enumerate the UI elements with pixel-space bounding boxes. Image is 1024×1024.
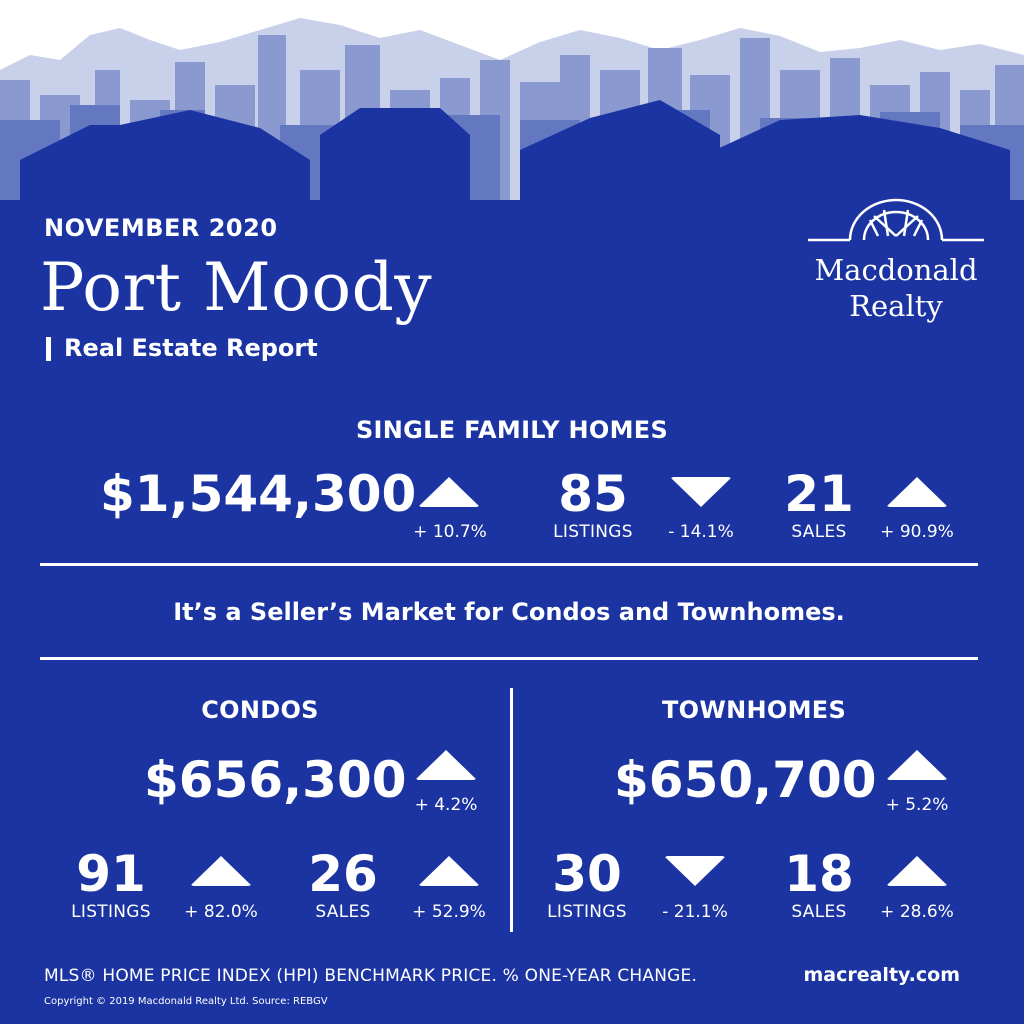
condos-title: CONDOS <box>201 696 319 724</box>
single-family-sales-up-arrow-icon <box>886 477 948 507</box>
condos-listings-count: 91 <box>76 845 146 903</box>
townhomes-price: $650,700 <box>614 751 877 809</box>
condos-sales-label: SALES <box>315 902 371 922</box>
condos-price: $656,300 <box>144 751 407 809</box>
report-bar-divider <box>46 337 51 361</box>
single-family-price-change: + 10.7% <box>413 522 487 542</box>
single-family-listings-count: 85 <box>558 465 628 523</box>
condos-sales-count: 26 <box>308 845 378 903</box>
condos-sales-change: + 52.9% <box>412 902 486 922</box>
townhomes-price-change: + 5.2% <box>885 795 949 815</box>
footer-note: MLS® HOME PRICE INDEX (HPI) BENCHMARK PRICE. % ONE-YEAR CHANGE. <box>44 966 698 986</box>
single-family-listings-label: LISTINGS <box>553 522 633 542</box>
single-family-price-up-arrow-icon <box>418 477 480 507</box>
website-link[interactable]: macrealty.com <box>803 964 960 986</box>
single-family-listings-down-arrow-icon <box>670 477 732 507</box>
city-skyline-illustration <box>0 0 1024 200</box>
logo-line-1: Macdonald <box>814 253 978 287</box>
single-family-title: SINGLE FAMILY HOMES <box>355 416 669 444</box>
single-family-sales-label: SALES <box>791 522 847 542</box>
report-subtitle: Real Estate Report <box>64 334 318 362</box>
townhomes-sales-change: + 28.6% <box>880 902 954 922</box>
market-message: It’s a Seller’s Market for Condos and Townhomes. <box>173 598 845 626</box>
townhomes-sales-label: SALES <box>791 902 847 922</box>
single-family-sales-change: + 90.9% <box>880 522 954 542</box>
single-family-price: $1,544,300 <box>100 465 417 523</box>
townhomes-sales-up-arrow-icon <box>886 856 948 886</box>
divider-bottom <box>40 657 978 660</box>
condos-sales-up-arrow-icon <box>418 856 480 886</box>
townhomes-sales-count: 18 <box>784 845 854 903</box>
report-month: NOVEMBER 2020 <box>44 214 278 242</box>
single-family-listings-change: - 14.1% <box>668 522 734 542</box>
vertical-divider <box>510 688 513 932</box>
townhomes-listings-label: LISTINGS <box>547 902 627 922</box>
townhomes-listings-change: - 21.1% <box>662 902 728 922</box>
single-family-sales-count: 21 <box>784 465 854 523</box>
divider-top <box>40 563 978 566</box>
condos-price-change: + 4.2% <box>414 795 478 815</box>
condos-listings-change: + 82.0% <box>184 902 258 922</box>
city-name: Port Moody <box>40 249 433 326</box>
condos-listings-up-arrow-icon <box>190 856 252 886</box>
condos-price-up-arrow-icon <box>415 750 477 780</box>
sunburst-arch-icon <box>808 196 984 246</box>
townhomes-listings-count: 30 <box>552 845 622 903</box>
townhomes-price-up-arrow-icon <box>886 750 948 780</box>
macdonald-realty-logo <box>808 196 984 336</box>
logo-line-2: Realty <box>849 289 943 323</box>
townhomes-listings-down-arrow-icon <box>664 856 726 886</box>
copyright-notice: Copyright © 2019 Macdonald Realty Ltd. Source: REBGV <box>44 996 328 1007</box>
townhomes-title: TOWNHOMES <box>661 696 847 724</box>
condos-listings-label: LISTINGS <box>71 902 151 922</box>
